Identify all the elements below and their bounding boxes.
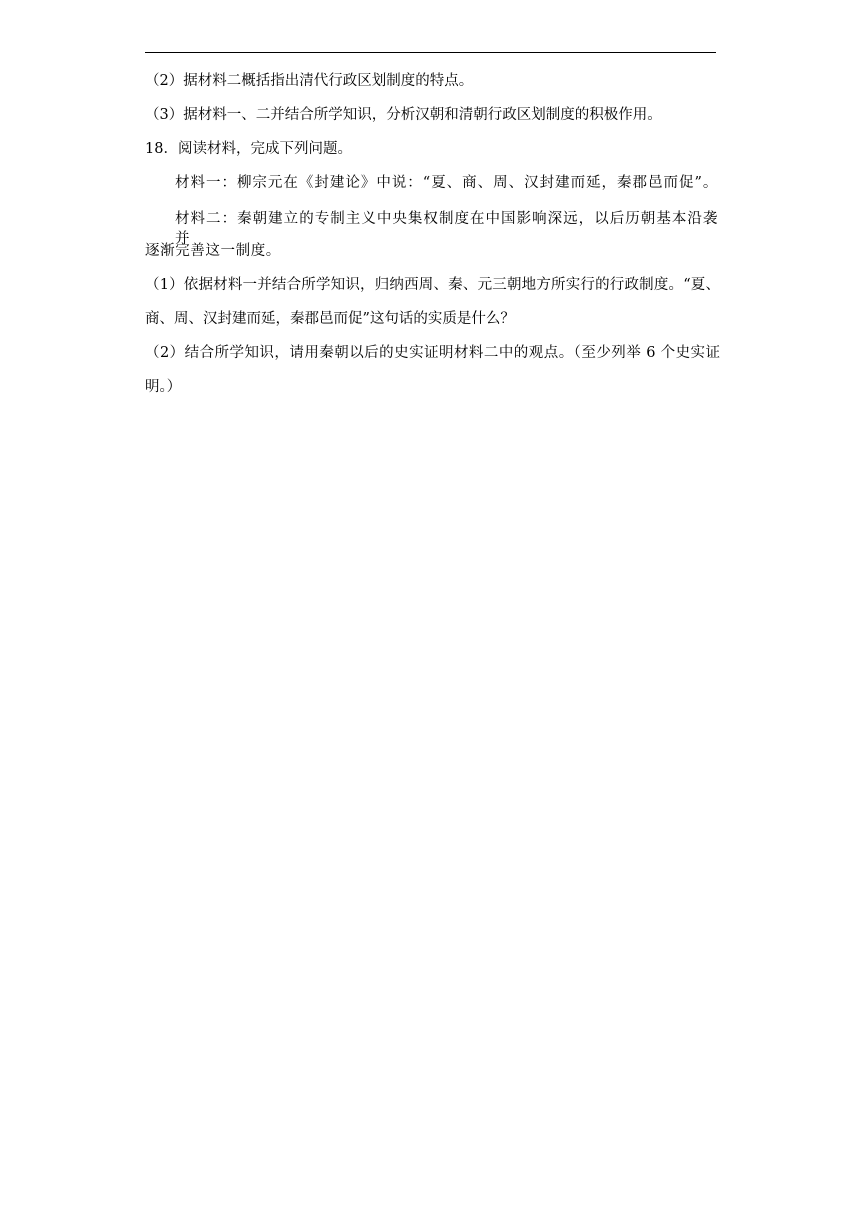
material-one: 材料一：柳宗元在《封建论》中说：“夏、商、周、汉封建而延，秦郡邑而促”。 [175,175,718,191]
question-18-part-1-line-2: 商、周、汉封建而延，秦郡邑而促”这句话的实质是什么？ [145,311,515,327]
question-18-part-1-line-1: （1）依据材料一并结合所学知识，归纳西周、秦、元三朝地方所实行的行政制度。“夏、 [145,277,720,293]
question-18-heading: 18．阅读材料，完成下列问题。 [145,141,352,157]
question-17-part-2: （2）据材料二概括指出清代行政区划制度的特点。 [145,73,474,89]
header-rule [145,52,716,53]
material-two-line-1: 材料二：秦朝建立的专制主义中央集权制度在中国影响深远，以后历朝基本沿袭并 [175,211,718,247]
question-18-part-2-line-1: （2）结合所学知识，请用秦朝以后的史实证明材料二中的观点。（至少列举 6 个史实证 [145,345,720,361]
question-17-part-3: （3）据材料一、二并结合所学知识，分析汉朝和清朝行政区划制度的积极作用。 [145,107,662,123]
material-two-line-2: 逐渐完善这一制度。 [145,243,281,259]
question-18-part-2-line-2: 明。） [145,379,182,395]
